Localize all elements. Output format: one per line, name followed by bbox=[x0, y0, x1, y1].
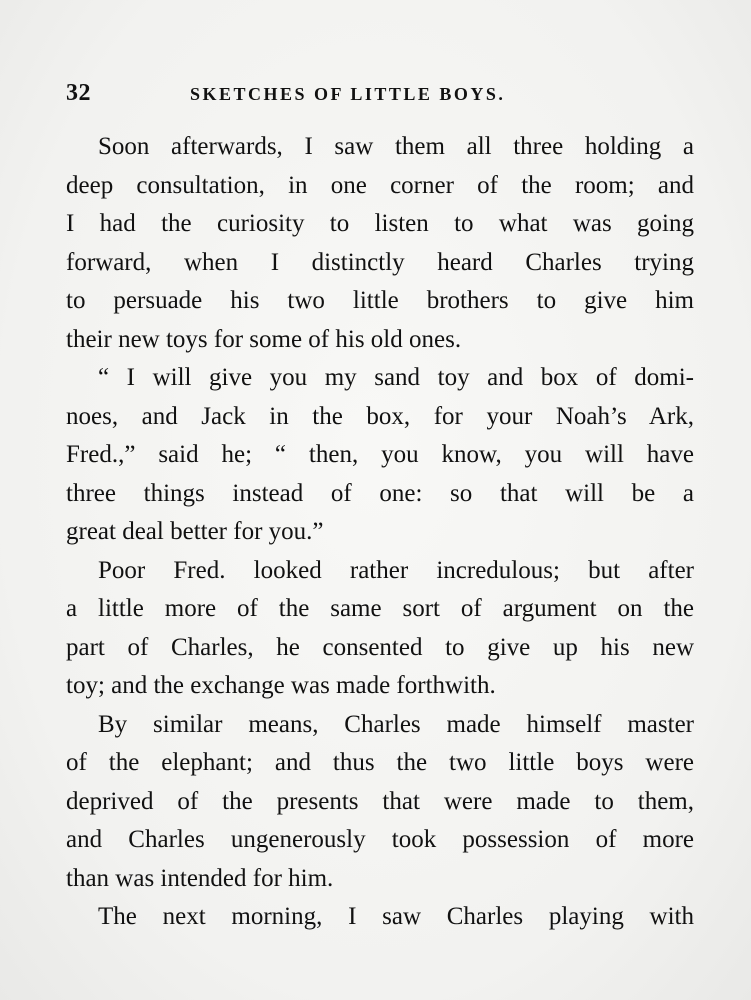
page-number: 32 bbox=[66, 80, 91, 106]
text-line: forward, when I distinctly heard Charles trying bbox=[66, 248, 694, 276]
page-header bbox=[66, 80, 696, 114]
text-line: toy; and the exchange was made forthwith. bbox=[66, 672, 496, 699]
text-line: “ I will give you my sand toy and box of domi- bbox=[98, 364, 694, 391]
text-line: deep consultation, in one corner of the room; and bbox=[66, 171, 694, 199]
text-line: their new toys for some of his old ones. bbox=[66, 325, 462, 353]
body-text bbox=[66, 128, 694, 937]
text-line: The next morning, I saw Charles playing with bbox=[98, 903, 694, 930]
text-line: Fred.,” said he; “ then, you know, you will have bbox=[66, 441, 694, 468]
text-line: deprived of the presents that were made to them, bbox=[66, 787, 694, 815]
text-line: than was intended for him. bbox=[66, 864, 334, 892]
text-line: noes, and Jack in the box, for your Noah’s Ark, bbox=[66, 402, 694, 430]
text-line: Poor Fred. looked rather incredulous; but after bbox=[98, 556, 694, 584]
text-line: three things instead of one: so that will be a bbox=[66, 479, 694, 507]
running-head: SKETCHES OF LITTLE BOYS. bbox=[190, 84, 506, 104]
text-line: to persuade his two little brothers to give him bbox=[66, 287, 694, 314]
text-line: a little more of the same sort of argument on the bbox=[66, 595, 694, 622]
text-line: I had the curiosity to listen to what was going bbox=[66, 210, 694, 237]
text-line: By similar means, Charles made himself master bbox=[98, 710, 694, 738]
text-line: of the elephant; and thus the two little boys were bbox=[66, 749, 694, 776]
text-line: Soon afterwards, I saw them all three holding a bbox=[98, 133, 694, 160]
text-line: great deal better for you.” bbox=[66, 518, 324, 545]
text-line: part of Charles, he consented to give up his new bbox=[66, 633, 694, 661]
text-line: and Charles ungenerously took possession of more bbox=[66, 826, 694, 853]
